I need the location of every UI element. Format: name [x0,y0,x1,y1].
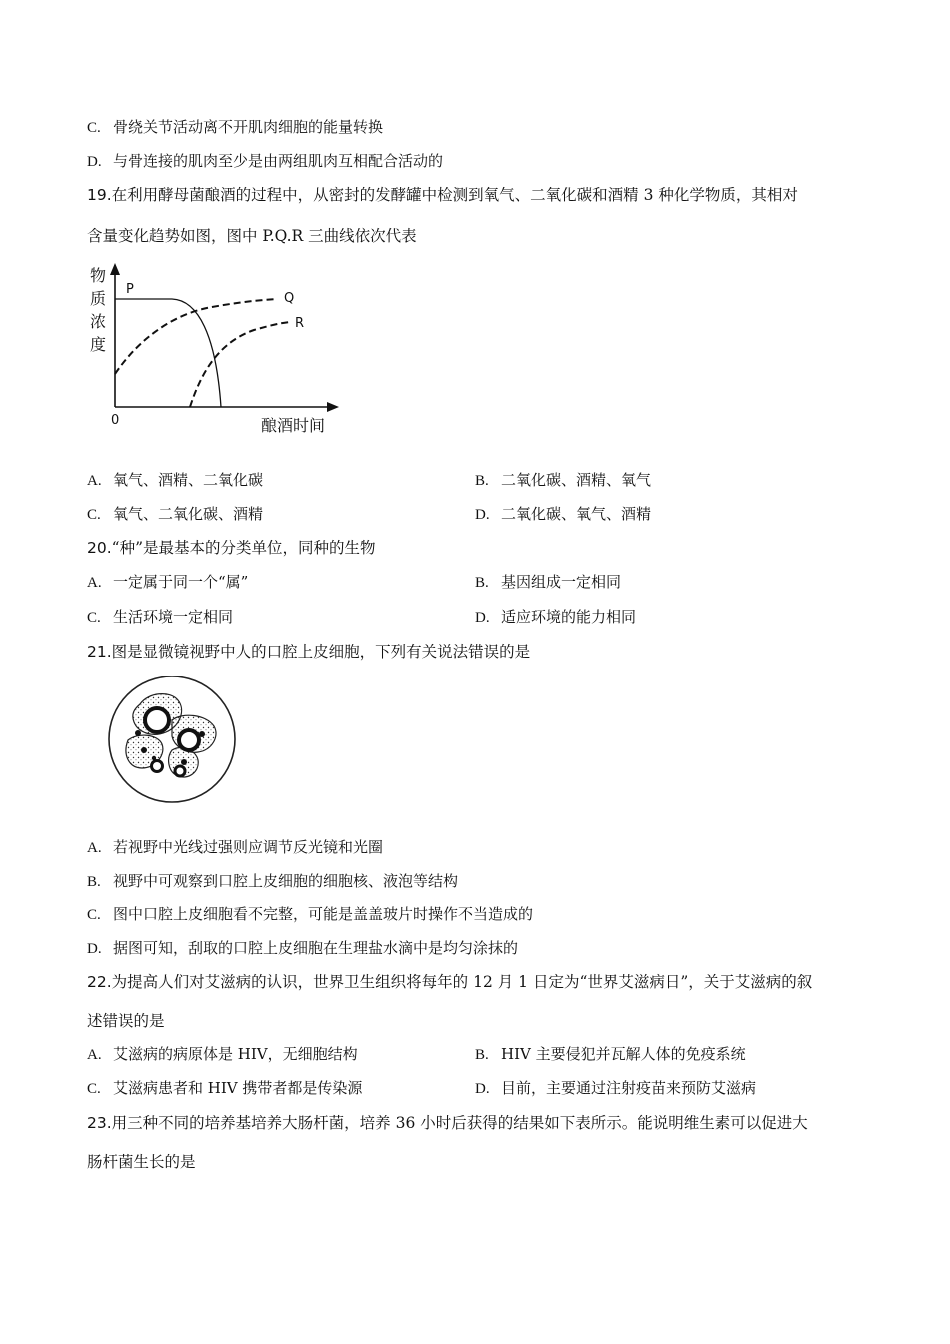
cell-nucleus [181,759,187,765]
q21-option-c [87,903,533,924]
y-axis-label-2: 质 [90,289,107,308]
concentration-graph [80,260,350,442]
question-number: 22. [87,973,112,991]
option-letter: B. [475,1047,489,1063]
option-text: 与骨连接的肌肉至少是由两组肌肉互相配合活动的 [113,152,444,170]
question-number: 20. [87,539,112,557]
option-letter: D. [475,507,490,523]
option-letter: C. [87,507,101,523]
cell-nucleus [199,731,205,737]
q21-option-d [87,937,518,958]
question-number: 19. [87,186,112,204]
curve-r-label: R [295,316,305,331]
option-letter: A. [87,1047,102,1063]
option-text: 一定属于同一个“属” [113,573,249,591]
q22-option-a [87,1043,358,1064]
option-text: 图中口腔上皮细胞看不完整，可能是盖盖玻片时操作不当造成的 [113,905,534,923]
option-letter: C. [87,120,101,136]
option-letter: D. [475,1081,490,1097]
question-text: 肠杆菌生长的是 [87,1153,196,1171]
q22-option-b [475,1043,746,1064]
option-letter: D. [87,941,102,957]
question-text: 图是显微镜视野中人的口腔上皮细胞，下列有关说法错误的是 [111,643,531,661]
option-text: 氧气、二氧化碳、酒精 [113,505,264,523]
q21-option-a [87,836,383,857]
q19-option-b [475,469,651,490]
microscope-field-image [102,676,244,806]
air-bubble [145,708,169,732]
y-axis-arrow [110,263,120,275]
air-bubble [179,730,199,750]
option-text: 艾滋病的病原体是 HIV，无细胞结构 [113,1045,358,1063]
option-text: 骨绕关节活动离不开肌肉细胞的能量转换 [113,118,384,136]
question-number: 21. [87,643,112,661]
question-22-line2 [87,1009,165,1031]
option-letter: C. [87,907,101,923]
option-text: 生活环境一定相同 [113,608,234,626]
q19-option-c [87,503,263,524]
option-text: 视野中可观察到口腔上皮细胞的细胞核、液泡等结构 [113,872,459,890]
air-bubble [152,761,163,772]
curve-q [115,299,277,374]
cell-nucleus [135,730,141,736]
question-text: 在利用酵母菌酿酒的过程中，从密封的发酵罐中检测到氧气、二氧化碳和酒精 3 种化学物质，其相对 [111,186,798,204]
question-text: 述错误的是 [87,1012,165,1030]
option-letter: B. [87,874,101,890]
question-number: 23. [87,1114,112,1132]
q21-option-b [87,870,458,891]
option-text: HIV 主要侵犯并瓦解人体的免疫系统 [501,1045,746,1063]
y-axis-label-1: 物 [90,266,107,285]
option-letter: C. [87,610,101,626]
curve-p-label: P [126,282,134,297]
option-letter: D. [475,610,490,626]
question-text: 为提高人们对艾滋病的认识，世界卫生组织将每年的 12 月 1 日定为“世界艾滋病日”，关于艾滋病的叙 [111,973,813,991]
q20-option-c [87,606,233,627]
prev-option-d [87,150,443,171]
cell-nucleus [141,747,147,753]
question-text: “种”是最基本的分类单位，同种的生物 [111,539,376,557]
q19-option-a [87,469,263,490]
question-21 [87,640,530,662]
option-letter: B. [475,473,489,489]
option-text: 基因组成一定相同 [501,573,622,591]
question-text: 含量变化趋势如图，图中 P.Q.R 三曲线依次代表 [87,227,417,245]
option-text: 适应环境的能力相同 [501,608,637,626]
question-19-line1 [87,183,798,205]
option-letter: A. [87,840,102,856]
question-22-line1 [87,970,812,992]
question-23-line1 [87,1111,808,1133]
option-letter: B. [475,575,489,591]
option-text: 目前，主要通过注射疫苗来预防艾滋病 [501,1079,757,1097]
x-axis-arrow [327,402,339,412]
curve-q-label: Q [284,291,295,306]
option-text: 二氧化碳、酒精、氧气 [501,471,652,489]
question-19-line2 [87,224,417,246]
option-text: 氧气、酒精、二氧化碳 [113,471,264,489]
question-text: 用三种不同的培养基培养大肠杆菌，培养 36 小时后获得的结果如下表所示。能说明维生素可以促进大 [111,1114,808,1132]
q20-option-d [475,606,636,627]
cell-nucleus [152,756,156,760]
option-text: 据图可知，刮取的口腔上皮细胞在生理盐水滴中是均匀涂抹的 [113,939,519,957]
q20-option-a [87,571,248,592]
prev-option-c [87,116,383,137]
q22-option-c [87,1077,362,1098]
option-letter: C. [87,1081,101,1097]
option-text: 艾滋病患者和 HIV 携带者都是传染源 [113,1079,363,1097]
option-letter: D. [87,154,102,170]
q20-option-b [475,571,621,592]
question-20 [87,536,376,558]
option-letter: A. [87,473,102,489]
option-text: 若视野中光线过强则应调节反光镜和光圈 [113,838,384,856]
origin-label: 0 [111,413,120,428]
q22-option-d [475,1077,756,1098]
y-axis-label-4: 度 [90,335,107,354]
question-23-line2 [87,1150,196,1172]
q19-option-d [475,503,651,524]
y-axis-label-3: 浓 [90,312,107,331]
option-text: 二氧化碳、氧气、酒精 [501,505,652,523]
x-axis-label: 酿酒时间 [261,416,326,435]
curve-r [190,322,290,407]
option-letter: A. [87,575,102,591]
air-bubble [175,766,185,776]
